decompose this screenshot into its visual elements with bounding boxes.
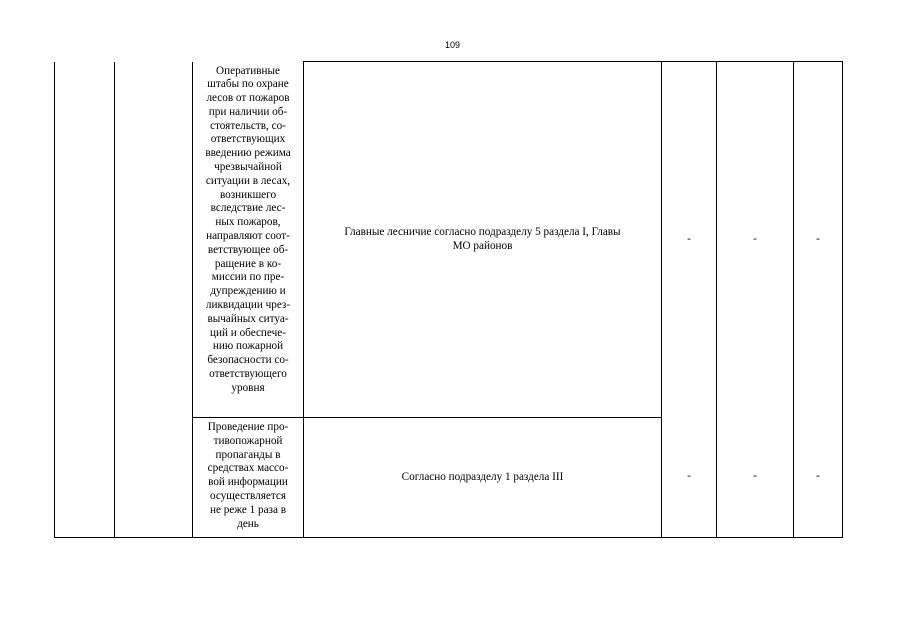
measure-description [195, 421, 301, 531]
text-line: ситуации в лесах, [205, 174, 291, 187]
text-line: Согласно подразделу 1 раздела III [401, 470, 564, 483]
text-line: не реже 1 раза в [209, 503, 287, 516]
measure-description-cell [193, 62, 304, 418]
text-line: чрезвычайной [214, 161, 282, 174]
text-line: безопасности со- [207, 354, 289, 367]
text-line: возникшего [219, 188, 277, 201]
empty-cell-col2 [115, 418, 193, 538]
text-line: ответствующих [210, 133, 286, 146]
text-line: вой информации [208, 476, 288, 489]
text-line: ответствующего [209, 368, 287, 381]
text-line: Оперативные [216, 64, 280, 77]
text-line: день [237, 517, 259, 530]
responsible-text [306, 226, 659, 254]
text-line: пропаганды в [215, 448, 281, 461]
table-row [55, 62, 843, 418]
text-line: вследствие лес- [210, 202, 286, 215]
text-line: направляют соот- [206, 230, 290, 243]
page-number: 109 [444, 40, 461, 50]
text-line: ветствующее об- [207, 243, 289, 256]
text-line: лесов от пожаров [206, 92, 290, 105]
measure-description [195, 65, 301, 396]
text-line: Проведение про- [207, 421, 289, 433]
measure-description-cell [193, 418, 304, 538]
text-line: ных пожаров, [215, 216, 281, 229]
text-line: МО районов [452, 239, 513, 252]
responsible-cell [304, 62, 662, 418]
text-line: стоятельств, со- [210, 119, 286, 132]
empty-cell-col1 [55, 62, 115, 418]
text-line: дупреждению и [210, 285, 286, 298]
measures-table [54, 61, 843, 538]
value-cell: - [794, 62, 843, 418]
text-line: при наличии об- [208, 105, 288, 118]
responsible-cell [304, 418, 662, 538]
text-line: уровня [231, 381, 265, 394]
value-cell: - [717, 418, 794, 538]
text-line: штабы по охране [207, 78, 289, 91]
empty-cell-col1 [55, 418, 115, 538]
text-line: введению режима [205, 147, 291, 160]
empty-cell-col2 [115, 62, 193, 418]
text-line: Главные лесничие согласно подразделу 5 раздела I, Главы [344, 225, 621, 238]
text-line: ликвидации чрез- [205, 299, 291, 312]
value-cell: - [794, 418, 843, 538]
text-line: осуществляется [210, 489, 286, 502]
text-line: ращение в ко- [214, 257, 282, 270]
text-line: тивопожарной [213, 434, 283, 447]
value-cell: - [662, 418, 717, 538]
text-line: миссии по пре- [211, 271, 285, 284]
text-line: ций и обеспече- [210, 326, 286, 339]
responsible-text [306, 471, 659, 485]
value-cell: - [717, 62, 794, 418]
table-row [55, 418, 843, 538]
value-cell: - [662, 62, 717, 418]
text-line: вычайных ситуа- [207, 312, 289, 325]
text-line: средствах массо- [207, 462, 289, 475]
text-line: нию пожарной [212, 340, 284, 353]
